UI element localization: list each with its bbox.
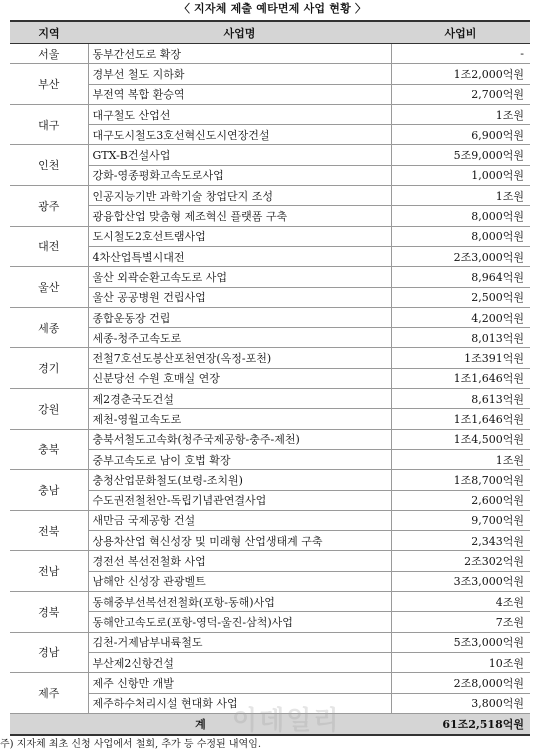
project-cost-cell: 1,000억원 [391, 165, 530, 185]
header-project: 사업명 [88, 21, 391, 44]
project-name-cell: 경부선 철도 지하화 [88, 64, 391, 84]
project-name-cell: 경전선 복선전철화 사업 [88, 551, 391, 571]
header-region: 지역 [10, 21, 88, 44]
table-row [10, 612, 530, 632]
table-row [10, 449, 530, 469]
region-cell: 광주 [10, 186, 88, 227]
project-name-cell: 신분당선 수원 호매실 연장 [88, 368, 391, 388]
table-row [10, 348, 530, 368]
project-cost-cell: 8,964억원 [391, 267, 530, 287]
region-cell: 경북 [10, 592, 88, 633]
table-row [10, 571, 530, 591]
project-cost-cell: 1조4,500억원 [391, 429, 530, 449]
project-cost-cell: 6,900억원 [391, 125, 530, 145]
region-cell: 세종 [10, 307, 88, 348]
project-cost-cell: 1조원 [391, 104, 530, 124]
project-cost-cell: 5조3,000억원 [391, 632, 530, 652]
project-name-cell: 새만금 국제공항 건설 [88, 510, 391, 530]
table-body [10, 44, 530, 714]
project-name-cell: 남해안 신성장 관광벨트 [88, 571, 391, 591]
table-row [10, 592, 530, 612]
project-cost-cell: 1조8,700억원 [391, 470, 530, 490]
table-row [10, 287, 530, 307]
table-row [10, 307, 530, 327]
project-cost-cell: 2,600억원 [391, 490, 530, 510]
project-cost-cell: 1조원 [391, 186, 530, 206]
project-name-cell: 대구철도 산업선 [88, 104, 391, 124]
project-name-cell: 강화-영종평화고속도로사업 [88, 165, 391, 185]
project-cost-cell: 3조3,000억원 [391, 571, 530, 591]
table-row [10, 104, 530, 124]
project-cost-cell: - [391, 44, 530, 64]
project-name-cell: 울산 공공병원 건립사업 [88, 287, 391, 307]
project-cost-cell: 8,613억원 [391, 389, 530, 409]
table-row [10, 246, 530, 266]
project-name-cell: 대구도시철도3호선혁신도시연장건설 [88, 125, 391, 145]
project-cost-cell: 9,700억원 [391, 510, 530, 530]
table-row [10, 409, 530, 429]
project-cost-cell: 2조8,000억원 [391, 673, 530, 693]
region-cell: 서울 [10, 44, 88, 64]
project-name-cell: 제주 신항만 개발 [88, 673, 391, 693]
table-row [10, 267, 530, 287]
table-row [10, 64, 530, 84]
project-name-cell: 상용차산업 혁신성장 및 미래형 산업생태계 구축 [88, 531, 391, 551]
region-cell: 경기 [10, 348, 88, 389]
watermark-logo: 이데일리 [232, 706, 341, 736]
project-name-cell: 제주하수처리시설 현대화 사업 [88, 693, 391, 713]
table-row [10, 531, 530, 551]
header-row [10, 21, 530, 44]
table-row [10, 186, 530, 206]
footnote: 주) 지자체 최초 신청 사업에서 철회, 추가 등 수정된 내역임. [0, 739, 262, 750]
table-row [10, 429, 530, 449]
project-name-cell: 동해중부선복선전철화(포항-동해)사업 [88, 592, 391, 612]
region-cell: 충남 [10, 470, 88, 511]
region-cell: 경남 [10, 632, 88, 673]
region-cell: 전북 [10, 510, 88, 551]
project-name-cell: 수도권전철천안-독립기념관연결사업 [88, 490, 391, 510]
project-name-cell: 중부고속도로 남이 호법 확장 [88, 449, 391, 469]
table-row [10, 125, 530, 145]
table-row [10, 84, 530, 104]
region-cell: 대구 [10, 104, 88, 145]
table-row [10, 328, 530, 348]
project-cost-cell: 2,700억원 [391, 84, 530, 104]
project-name-cell: 동부간선도로 확장 [88, 44, 391, 64]
project-name-cell: GTX-B건설사업 [88, 145, 391, 165]
table-row [10, 165, 530, 185]
project-name-cell: 4차산업특별시대전 [88, 246, 391, 266]
project-cost-cell: 2,500억원 [391, 287, 530, 307]
project-cost-cell: 1조1,646억원 [391, 368, 530, 388]
region-cell: 충북 [10, 429, 88, 470]
table-row [10, 206, 530, 226]
region-cell: 강원 [10, 389, 88, 430]
table-row [10, 652, 530, 672]
project-cost-cell: 3,800억원 [391, 693, 530, 713]
table-row [10, 44, 530, 64]
project-cost-cell: 1조391억원 [391, 348, 530, 368]
region-cell: 인천 [10, 145, 88, 186]
project-name-cell: 광융합산업 맞춤형 제조혁신 플랫폼 구축 [88, 206, 391, 226]
total-row [10, 713, 530, 735]
project-name-cell: 김천-거제남부내륙철도 [88, 632, 391, 652]
project-name-cell: 제천-영월고속도로 [88, 409, 391, 429]
project-name-cell: 울산 외곽순환고속도로 사업 [88, 267, 391, 287]
region-cell: 전남 [10, 551, 88, 592]
table-row [10, 632, 530, 652]
total-label: 계 [10, 713, 391, 735]
table-row [10, 693, 530, 713]
table-row [10, 490, 530, 510]
table-title: 〈 지자체 제출 예타면제 사업 현황 〉 [178, 2, 367, 15]
header-cost: 사업비 [391, 21, 530, 44]
table-row [10, 551, 530, 571]
project-cost-cell: 8,000억원 [391, 206, 530, 226]
project-name-cell: 충북서철도고속화(청주국제공항-충주-제천) [88, 429, 391, 449]
region-cell: 대전 [10, 226, 88, 267]
project-name-cell: 전철7호선도봉산포천연장(옥정-포천) [88, 348, 391, 368]
project-cost-cell: 8,000억원 [391, 226, 530, 246]
project-name-cell: 세종-청주고속도로 [88, 328, 391, 348]
table-row [10, 368, 530, 388]
project-name-cell: 도시철도2호선트램사업 [88, 226, 391, 246]
table-row [10, 389, 530, 409]
total-cost: 61조2,518억원 [391, 713, 530, 735]
project-name-cell: 제2경춘국도건설 [88, 389, 391, 409]
table-row [10, 510, 530, 530]
project-name-cell: 충청산업문화철도(보령-조치원) [88, 470, 391, 490]
table-row [10, 470, 530, 490]
project-name-cell: 부산제2신항건설 [88, 652, 391, 672]
project-cost-cell: 4조원 [391, 592, 530, 612]
project-name-cell: 인공지능기반 과학기술 창업단지 조성 [88, 186, 391, 206]
project-cost-cell: 2조3,000억원 [391, 246, 530, 266]
project-cost-cell: 1조2,000억원 [391, 64, 530, 84]
project-cost-cell: 8,013억원 [391, 328, 530, 348]
table-row [10, 226, 530, 246]
region-cell: 제주 [10, 673, 88, 714]
project-cost-cell: 4,200억원 [391, 307, 530, 327]
table-row [10, 673, 530, 693]
region-cell: 부산 [10, 64, 88, 105]
project-name-cell: 종합운동장 건립 [88, 307, 391, 327]
region-cell: 울산 [10, 267, 88, 308]
project-cost-cell: 1조1,646억원 [391, 409, 530, 429]
project-cost-cell: 7조원 [391, 612, 530, 632]
project-cost-cell: 10조원 [391, 652, 530, 672]
project-cost-cell: 1조원 [391, 449, 530, 469]
project-table [10, 20, 530, 736]
project-name-cell: 부전역 복합 환승역 [88, 84, 391, 104]
project-cost-cell: 5조9,000억원 [391, 145, 530, 165]
project-cost-cell: 2조302억원 [391, 551, 530, 571]
project-name-cell: 동해안고속도로(포항-영덕-울진-삼척)사업 [88, 612, 391, 632]
project-cost-cell: 2,343억원 [391, 531, 530, 551]
table-row [10, 145, 530, 165]
